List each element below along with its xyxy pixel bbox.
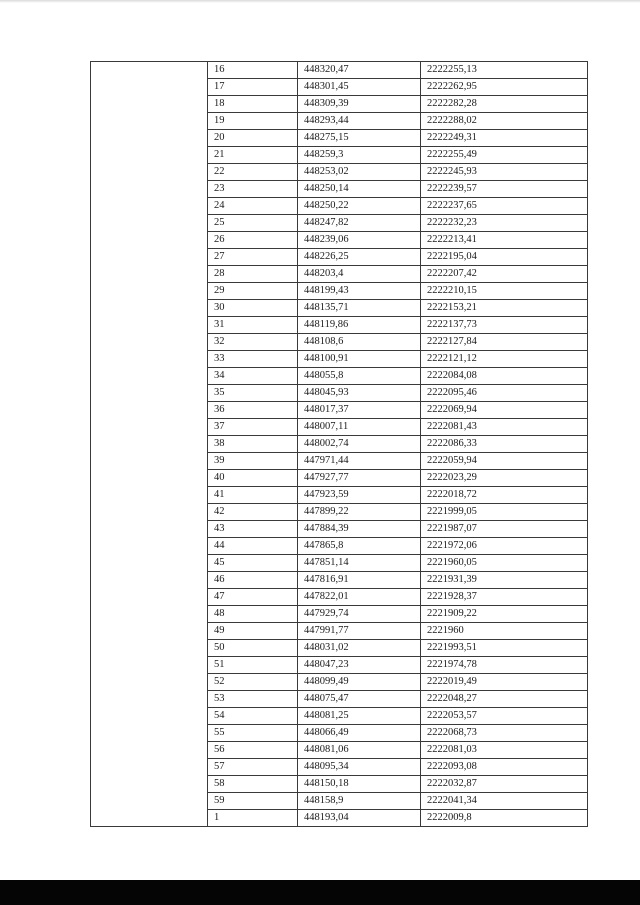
point-number-cell: 54 (208, 708, 298, 725)
y-coordinate-cell: 2222081,43 (421, 419, 588, 436)
y-coordinate-cell: 2222019,49 (421, 674, 588, 691)
y-coordinate-cell: 2222255,49 (421, 147, 588, 164)
y-coordinate-cell: 2222084,08 (421, 368, 588, 385)
point-number-cell: 37 (208, 419, 298, 436)
scan-top-edge (0, 0, 640, 3)
x-coordinate-cell: 448259,3 (298, 147, 421, 164)
y-coordinate-cell: 2222018,72 (421, 487, 588, 504)
coordinates-table (90, 61, 588, 827)
point-number-cell: 47 (208, 589, 298, 606)
x-coordinate-cell: 448320,47 (298, 62, 421, 79)
x-coordinate-cell: 448301,45 (298, 79, 421, 96)
y-coordinate-cell: 2222153,21 (421, 300, 588, 317)
point-number-cell: 35 (208, 385, 298, 402)
y-coordinate-cell: 2222288,02 (421, 113, 588, 130)
point-number-cell: 31 (208, 317, 298, 334)
y-coordinate-cell: 2222262,95 (421, 79, 588, 96)
x-coordinate-cell: 448239,06 (298, 232, 421, 249)
x-coordinate-cell: 448135,71 (298, 300, 421, 317)
x-coordinate-cell: 448031,02 (298, 640, 421, 657)
x-coordinate-cell: 448199,43 (298, 283, 421, 300)
point-number-cell: 38 (208, 436, 298, 453)
point-number-cell: 21 (208, 147, 298, 164)
point-number-cell: 19 (208, 113, 298, 130)
point-number-cell: 44 (208, 538, 298, 555)
x-coordinate-cell: 448007,11 (298, 419, 421, 436)
y-coordinate-cell: 2222009,8 (421, 810, 588, 827)
point-number-cell: 40 (208, 470, 298, 487)
x-coordinate-cell: 447991,77 (298, 623, 421, 640)
x-coordinate-cell: 447899,22 (298, 504, 421, 521)
x-coordinate-cell: 447929,74 (298, 606, 421, 623)
y-coordinate-cell: 2222053,57 (421, 708, 588, 725)
y-coordinate-cell: 2221960,05 (421, 555, 588, 572)
y-coordinate-cell: 2222081,03 (421, 742, 588, 759)
y-coordinate-cell: 2222237,65 (421, 198, 588, 215)
x-coordinate-cell: 448250,14 (298, 181, 421, 198)
x-coordinate-cell: 448095,34 (298, 759, 421, 776)
x-coordinate-cell: 447822,01 (298, 589, 421, 606)
point-number-cell: 52 (208, 674, 298, 691)
point-number-cell: 56 (208, 742, 298, 759)
point-number-cell: 50 (208, 640, 298, 657)
point-number-cell: 58 (208, 776, 298, 793)
point-number-cell: 1 (208, 810, 298, 827)
point-number-cell: 49 (208, 623, 298, 640)
point-number-cell: 43 (208, 521, 298, 538)
x-coordinate-cell: 447851,14 (298, 555, 421, 572)
point-number-cell: 26 (208, 232, 298, 249)
x-coordinate-cell: 448055,8 (298, 368, 421, 385)
y-coordinate-cell: 2222068,73 (421, 725, 588, 742)
y-coordinate-cell: 2222207,42 (421, 266, 588, 283)
point-number-cell: 24 (208, 198, 298, 215)
y-coordinate-cell: 2222255,13 (421, 62, 588, 79)
y-coordinate-cell: 2221931,39 (421, 572, 588, 589)
y-coordinate-cell: 2222137,73 (421, 317, 588, 334)
merged-left-cell (91, 62, 208, 827)
x-coordinate-cell: 448099,49 (298, 674, 421, 691)
point-number-cell: 59 (208, 793, 298, 810)
x-coordinate-cell: 448309,39 (298, 96, 421, 113)
y-coordinate-cell: 2222048,27 (421, 691, 588, 708)
x-coordinate-cell: 448047,23 (298, 657, 421, 674)
x-coordinate-cell: 448193,04 (298, 810, 421, 827)
x-coordinate-cell: 448100,91 (298, 351, 421, 368)
scan-bottom-band (0, 880, 640, 905)
x-coordinate-cell: 447884,39 (298, 521, 421, 538)
point-number-cell: 51 (208, 657, 298, 674)
y-coordinate-cell: 2222245,93 (421, 164, 588, 181)
point-number-cell: 33 (208, 351, 298, 368)
y-coordinate-cell: 2222041,34 (421, 793, 588, 810)
y-coordinate-cell: 2222093,08 (421, 759, 588, 776)
x-coordinate-cell: 448253,02 (298, 164, 421, 181)
x-coordinate-cell: 448108,6 (298, 334, 421, 351)
y-coordinate-cell: 2222282,28 (421, 96, 588, 113)
point-number-cell: 30 (208, 300, 298, 317)
point-number-cell: 23 (208, 181, 298, 198)
point-number-cell: 18 (208, 96, 298, 113)
point-number-cell: 32 (208, 334, 298, 351)
y-coordinate-cell: 2222095,46 (421, 385, 588, 402)
y-coordinate-cell: 2221909,22 (421, 606, 588, 623)
point-number-cell: 29 (208, 283, 298, 300)
x-coordinate-cell: 448275,15 (298, 130, 421, 147)
y-coordinate-cell: 2222210,15 (421, 283, 588, 300)
x-coordinate-cell: 448002,74 (298, 436, 421, 453)
point-number-cell: 53 (208, 691, 298, 708)
y-coordinate-cell: 2221999,05 (421, 504, 588, 521)
coordinates-table-body (91, 62, 588, 827)
y-coordinate-cell: 2222213,41 (421, 232, 588, 249)
x-coordinate-cell: 448226,25 (298, 249, 421, 266)
x-coordinate-cell: 448247,82 (298, 215, 421, 232)
point-number-cell: 16 (208, 62, 298, 79)
x-coordinate-cell: 447816,91 (298, 572, 421, 589)
x-coordinate-cell: 448203,4 (298, 266, 421, 283)
y-coordinate-cell: 2222232,23 (421, 215, 588, 232)
x-coordinate-cell: 448017,37 (298, 402, 421, 419)
y-coordinate-cell: 2221974,78 (421, 657, 588, 674)
y-coordinate-cell: 2222239,57 (421, 181, 588, 198)
point-number-cell: 41 (208, 487, 298, 504)
point-number-cell: 48 (208, 606, 298, 623)
y-coordinate-cell: 2222121,12 (421, 351, 588, 368)
point-number-cell: 57 (208, 759, 298, 776)
table-row (91, 62, 588, 79)
y-coordinate-cell: 2222032,87 (421, 776, 588, 793)
x-coordinate-cell: 448081,06 (298, 742, 421, 759)
y-coordinate-cell: 2221928,37 (421, 589, 588, 606)
point-number-cell: 46 (208, 572, 298, 589)
x-coordinate-cell: 448158,9 (298, 793, 421, 810)
x-coordinate-cell: 447927,77 (298, 470, 421, 487)
point-number-cell: 28 (208, 266, 298, 283)
y-coordinate-cell: 2222086,33 (421, 436, 588, 453)
y-coordinate-cell: 2221987,07 (421, 521, 588, 538)
point-number-cell: 20 (208, 130, 298, 147)
x-coordinate-cell: 447923,59 (298, 487, 421, 504)
point-number-cell: 22 (208, 164, 298, 181)
x-coordinate-cell: 447865,8 (298, 538, 421, 555)
x-coordinate-cell: 448066,49 (298, 725, 421, 742)
x-coordinate-cell: 448081,25 (298, 708, 421, 725)
y-coordinate-cell: 2221972,06 (421, 538, 588, 555)
x-coordinate-cell: 448075,47 (298, 691, 421, 708)
x-coordinate-cell: 448293,44 (298, 113, 421, 130)
point-number-cell: 27 (208, 249, 298, 266)
x-coordinate-cell: 448045,93 (298, 385, 421, 402)
y-coordinate-cell: 2221993,51 (421, 640, 588, 657)
x-coordinate-cell: 447971,44 (298, 453, 421, 470)
x-coordinate-cell: 448250,22 (298, 198, 421, 215)
point-number-cell: 55 (208, 725, 298, 742)
y-coordinate-cell: 2222195,04 (421, 249, 588, 266)
y-coordinate-cell: 2222249,31 (421, 130, 588, 147)
y-coordinate-cell: 2222069,94 (421, 402, 588, 419)
point-number-cell: 17 (208, 79, 298, 96)
point-number-cell: 39 (208, 453, 298, 470)
x-coordinate-cell: 448119,86 (298, 317, 421, 334)
y-coordinate-cell: 2222127,84 (421, 334, 588, 351)
point-number-cell: 36 (208, 402, 298, 419)
point-number-cell: 25 (208, 215, 298, 232)
x-coordinate-cell: 448150,18 (298, 776, 421, 793)
point-number-cell: 42 (208, 504, 298, 521)
point-number-cell: 34 (208, 368, 298, 385)
point-number-cell: 45 (208, 555, 298, 572)
y-coordinate-cell: 2222023,29 (421, 470, 588, 487)
y-coordinate-cell: 2221960 (421, 623, 588, 640)
y-coordinate-cell: 2222059,94 (421, 453, 588, 470)
